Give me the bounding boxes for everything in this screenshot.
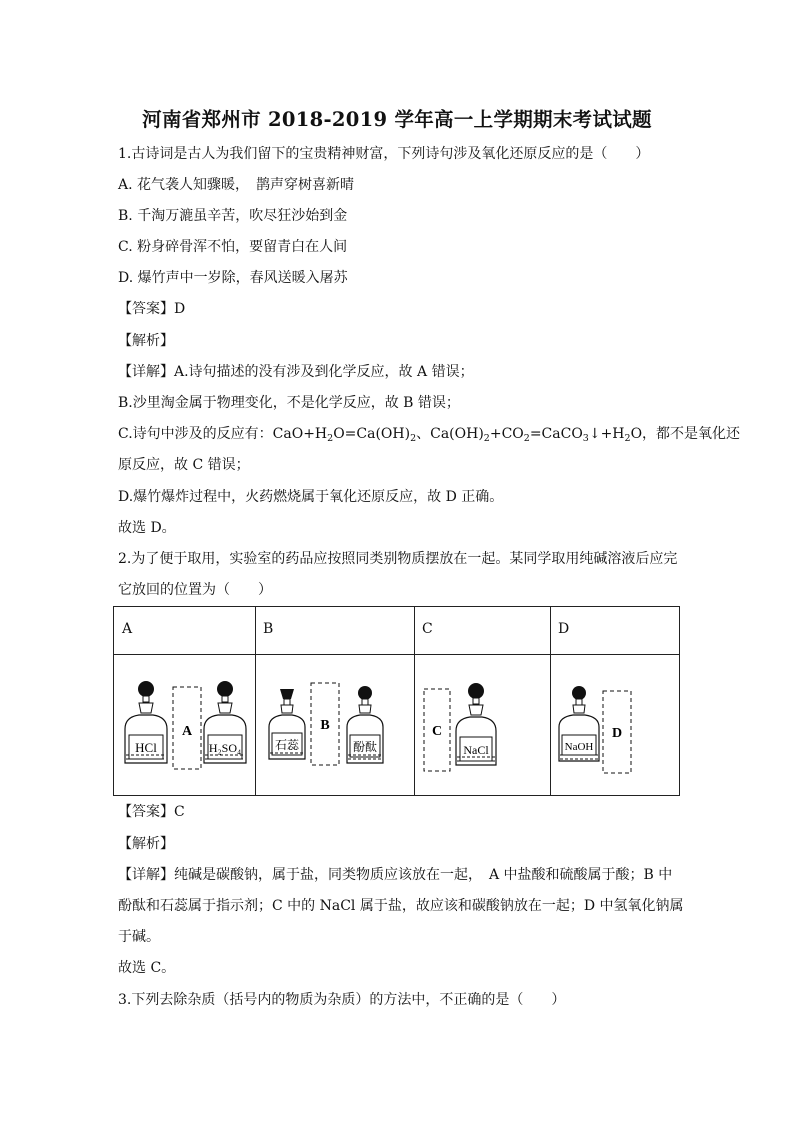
table-header-b: B bbox=[263, 621, 274, 637]
empty-slot bbox=[424, 689, 450, 771]
bottle-label-nacl: NaCl bbox=[463, 743, 489, 757]
reagent-bottle-icon bbox=[456, 683, 496, 765]
cell-a-figure bbox=[115, 655, 255, 796]
dropper-bottle-icon bbox=[269, 689, 305, 759]
bottle-label-phenolphthalein: 酚酞 bbox=[352, 740, 378, 754]
q2-analysis-heading: 【解析】 bbox=[118, 836, 174, 852]
q1-detail-c-equations: C.诗句中涉及的反应有：$CaO+H_2O=Ca(OH)_2$、$Ca(OH)_2+CO_2=CaCO_3↓+H_2O$，都不是氧化还 bbox=[118, 426, 741, 444]
q3-stem: 3.下列去除杂质（括号内的物质为杂质）的方法中，不正确的是（ ） bbox=[118, 992, 566, 1008]
q2-answer: 【答案】C bbox=[118, 804, 185, 820]
slot-label-c: C bbox=[431, 724, 443, 739]
q1-conclusion: 故选 D。 bbox=[118, 520, 176, 536]
q1-option-c: C. 粉身碎骨浑不怕，要留青白在人间 bbox=[118, 239, 348, 255]
q2-options-table bbox=[113, 606, 680, 796]
table-header-d: D bbox=[558, 621, 570, 637]
table-column-divider bbox=[414, 607, 415, 795]
slot-label-b: B bbox=[320, 718, 330, 733]
bottle-label-hcl: HCl bbox=[135, 740, 157, 755]
slot-label-d: D bbox=[611, 726, 623, 741]
q1-stem: 1.古诗词是古人为我们留下的宝贵精神财富，下列诗句涉及氧化还原反应的是（ ） bbox=[118, 146, 650, 162]
table-header-a: A bbox=[122, 621, 133, 637]
reagent-bottle-icon bbox=[204, 681, 246, 763]
q1-answer: 【答案】D bbox=[118, 301, 186, 317]
table-header-c: C bbox=[422, 621, 433, 637]
q1-option-b: B. 千淘万漉虽辛苦，吹尽狂沙始到金 bbox=[118, 208, 348, 224]
empty-slot bbox=[603, 691, 631, 773]
q2-detail-line3: 于碱。 bbox=[118, 929, 160, 945]
reagent-bottle-icon bbox=[125, 681, 167, 763]
empty-slot bbox=[311, 683, 339, 765]
q2-stem-line1: 2.为了便于取用，实验室的药品应按照同类别物质摆放在一起。某同学取用纯碱溶液后应完 bbox=[118, 551, 678, 567]
q2-detail-line2: 酚酞和石蕊属于指示剂；C 中的 NaCl 属于盐，故应该和碳酸钠放在一起；D 中氢氧化钠属 bbox=[118, 898, 684, 914]
q1-detail-b: B.沙里淘金属于物理变化，不是化学反应，故 B 错误； bbox=[118, 395, 460, 411]
q1-detail-d: D.爆竹爆炸过程中，火药燃烧属于氧化还原反应，故 D 正确。 bbox=[118, 489, 504, 505]
bottle-label-h2so4: H₂SO₄ bbox=[208, 741, 242, 755]
q2-stem-line2: 它放回的位置为（ ） bbox=[118, 582, 272, 598]
cell-b-figure bbox=[259, 655, 399, 796]
q2-detail-line1: 【详解】纯碱是碳酸钠，属于盐，同类物质应该放在一起， A 中盐酸和硫酸属于酸；B 中 bbox=[118, 867, 673, 883]
q1-option-a: A. 花气袭人知骤暖， 鹊声穿树喜新晴 bbox=[118, 177, 355, 193]
bottle-label-litmus: 石蕊 bbox=[274, 738, 300, 752]
dropper-bottle-icon bbox=[347, 686, 383, 763]
q1-option-d: D. 爆竹声中一岁除，春风送暖入屠苏 bbox=[118, 270, 348, 286]
q1-detail-c-prefix: C.诗句中涉及的反应有：CaO+H bbox=[118, 426, 328, 442]
empty-slot bbox=[173, 687, 201, 769]
q2-conclusion: 故选 C。 bbox=[118, 960, 176, 976]
page-title: 河南省郑州市 2018-2019 学年高一上学期期末考试试题 bbox=[142, 108, 652, 131]
table-column-divider bbox=[255, 607, 256, 795]
dropper-bottle-icon bbox=[559, 686, 599, 761]
bottle-label-naoh: NaOH bbox=[564, 741, 594, 753]
q1-analysis-heading: 【解析】 bbox=[118, 333, 174, 349]
cell-d-figure bbox=[551, 655, 691, 796]
slot-label-a: A bbox=[181, 724, 193, 739]
q1-detail-c-cont: 原反应，故 C 错误； bbox=[118, 457, 250, 473]
cell-c-figure bbox=[416, 655, 556, 796]
q1-detail-a: 【详解】A.诗句描述的没有涉及到化学反应，故 A 错误； bbox=[118, 364, 474, 380]
